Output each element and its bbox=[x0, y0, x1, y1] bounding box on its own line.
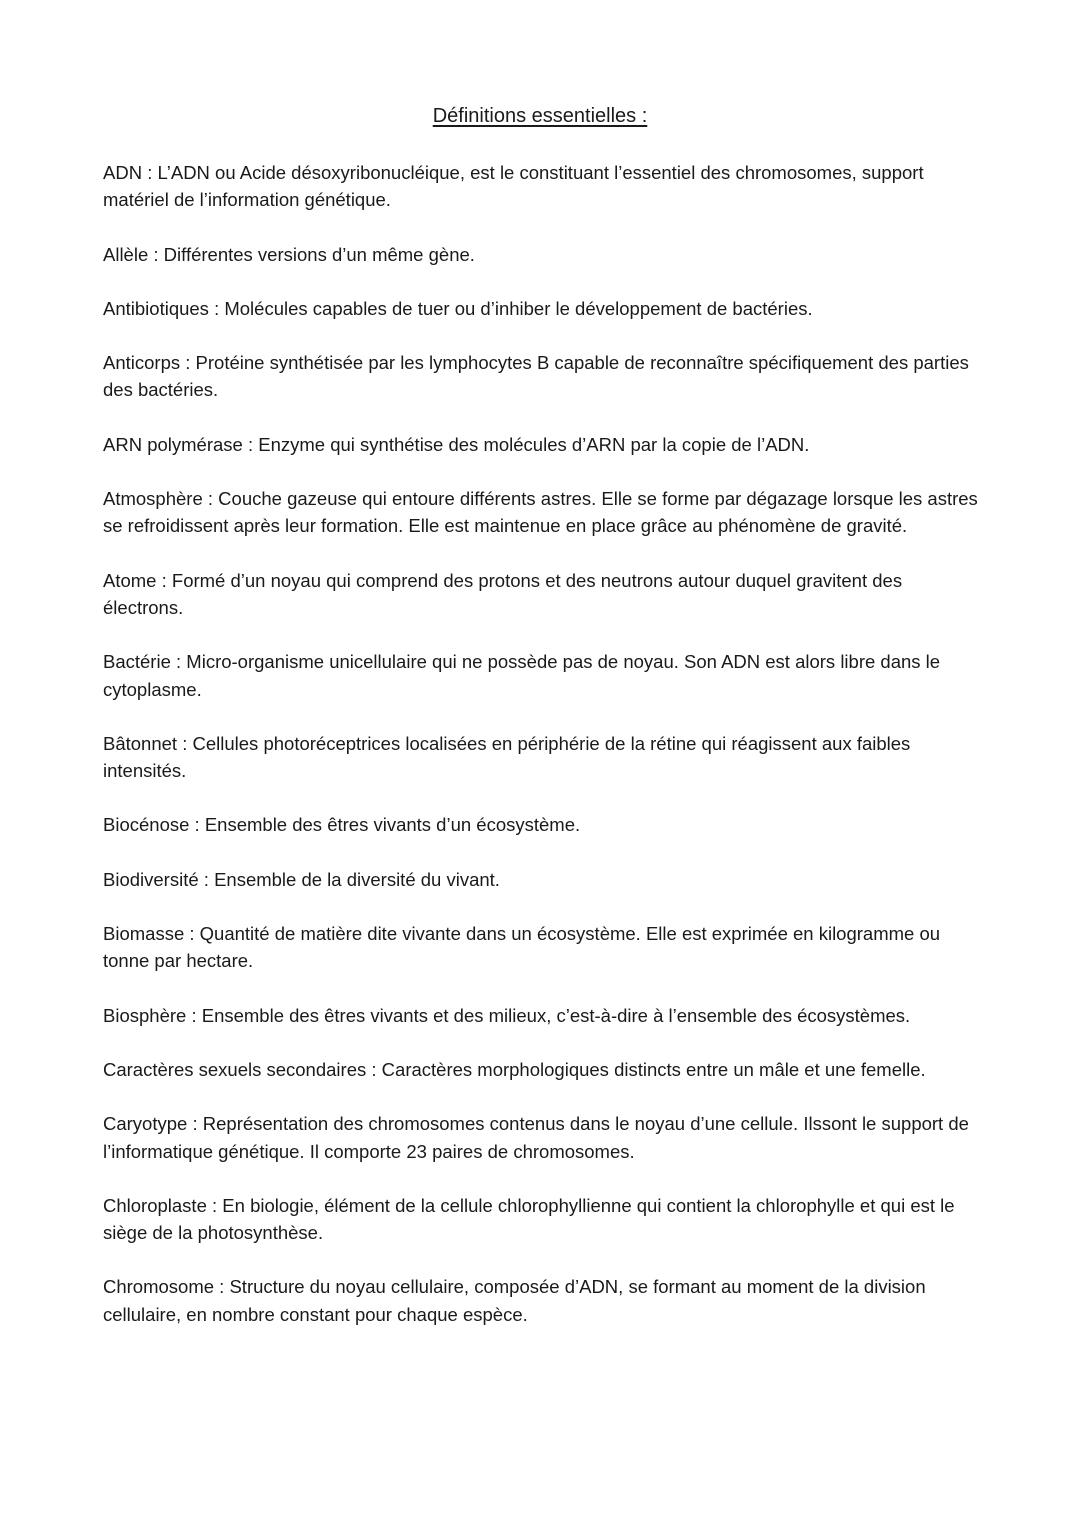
definition-text: Ensemble des êtres vivants et des milieux, c’est-à-dire à l’ensemble des écosystèmes. bbox=[201, 1004, 911, 1026]
definition-entry: ARN polymérase : Enzyme qui synthétise des molécules d’ARN par la copie de l’ADN. bbox=[103, 433, 810, 455]
definition-entry: Antibiotiques : Molécules capables de tuer ou d’inhiber le développement de bactéries. bbox=[103, 297, 813, 319]
definition-entry: Caryotype : Représentation des chromosomes contenus dans le noyau d’une cellule. Ilssont le support de l’informatique génétique. Il comporte 23 paires de chromosomes. bbox=[103, 1113, 969, 1162]
definition-term: Chromosome bbox=[103, 1276, 215, 1298]
definition-term: Bactérie bbox=[103, 651, 171, 673]
definition-entry: Anticorps : Protéine synthétisée par les lymphocytes B capable de reconnaître spécifiquement des parties des bactéries. bbox=[103, 352, 969, 401]
definition-text: Quantité de matière dite vivante dans un écosystème. Elle est exprimée en kilogramme ou tonne par hectare. bbox=[103, 923, 941, 972]
definition-text: Molécules capables de tuer ou d’inhiber le développement de bactéries. bbox=[224, 297, 813, 319]
definition-term: Biocénose bbox=[103, 814, 190, 836]
definition-text: Structure du noyau cellulaire, composée d’ADN, se formant au moment de la division cellulaire, en nombre constant pour chaque espèce. bbox=[103, 1276, 926, 1325]
definition-text: Représentation des chromosomes contenus dans le noyau d’une cellule. Ilssont le support de l’informatique génétique. Il comporte 23 paires de chromosomes. bbox=[103, 1113, 969, 1162]
definition-entry: Biomasse : Quantité de matière dite vivante dans un écosystème. Elle est exprimée en kilogramme ou tonne par hectare. bbox=[103, 923, 941, 972]
definition-text: Ensemble de la diversité du vivant. bbox=[214, 868, 500, 890]
definition-entry: Atmosphère : Couche gazeuse qui entoure différents astres. Elle se forme par dégazage lorsque les astres se refroidissent après leur formation. Elle est maintenue en place grâce au phénomène de gravité. bbox=[103, 488, 978, 537]
definition-term: Biodiversité bbox=[103, 868, 199, 890]
definition-entry: ADN : L’ADN ou Acide désoxyribonucléique, est le constituant l’essentiel des chromosomes, support matériel de l’information génétique. bbox=[103, 162, 924, 211]
definition-entry: Atome : Formé d’un noyau qui comprend des protons et des neutrons autour duquel gravitent des électrons. bbox=[103, 569, 903, 618]
definition-term: Anticorps bbox=[103, 352, 181, 374]
definition-term: Biosphère bbox=[103, 1004, 187, 1026]
definition-entry: Biodiversité : Ensemble de la diversité du vivant. bbox=[103, 868, 500, 890]
definition-entry: Chromosome : Structure du noyau cellulaire, composée d’ADN, se formant au moment de la division cellulaire, en nombre constant pour chaque espèce. bbox=[103, 1276, 926, 1325]
definition-text: Cellules photoréceptrices localisées en périphérie de la rétine qui réagissent aux faibles intensités. bbox=[103, 732, 911, 782]
definition-text: Couche gazeuse qui entoure différents astres. Elle se forme par dégazage lorsque les astres se refroidissent après leur formation. Elle est maintenue en place grâce au phénomène de gravité. bbox=[103, 488, 978, 537]
definition-text: En biologie, élément de la cellule chlorophyllienne qui contient la chlorophylle et qui est le siège de la photosynthèse. bbox=[103, 1194, 955, 1244]
definition-text: Caractères morphologiques distincts entre un mâle et une femelle. bbox=[381, 1058, 926, 1080]
definition-term: ARN polymérase bbox=[103, 433, 243, 455]
definition-text: Formé d’un noyau qui comprend des protons et des neutrons autour duquel gravitent des électrons. bbox=[103, 569, 903, 618]
definition-entry: Caractères sexuels secondaires : Caractères morphologiques distincts entre un mâle et une femelle. bbox=[103, 1058, 926, 1080]
definitions-list bbox=[103, 159, 983, 1355]
definition-term: Bâtonnet bbox=[103, 732, 178, 754]
page-title bbox=[0, 103, 1080, 130]
definition-text: Différentes versions d’un même gène. bbox=[163, 243, 475, 265]
definition-entry: Biocénose : Ensemble des êtres vivants d’un écosystème. bbox=[103, 814, 581, 836]
definition-entry: Chloroplaste : En biologie, élément de la cellule chlorophyllienne qui contient la chlorophylle et qui est le siège de la photosynthèse. bbox=[103, 1194, 955, 1244]
definition-term: Biomasse bbox=[103, 923, 185, 945]
definition-term: Atmosphère bbox=[103, 488, 203, 510]
definition-term: Caractères sexuels secondaires bbox=[103, 1058, 367, 1080]
definition-text: Micro-organisme unicellulaire qui ne possède pas de noyau. Son ADN est alors libre dans le cytoplasme. bbox=[103, 651, 941, 700]
page-title-text: Définitions essentielles : bbox=[432, 105, 648, 127]
definition-entry: Biosphère : Ensemble des êtres vivants et des milieux, c’est-à-dire à l’ensemble des écosystèmes. bbox=[103, 1004, 911, 1026]
definition-text: Protéine synthétisée par les lymphocytes B capable de reconnaître spécifiquement des parties des bactéries. bbox=[103, 352, 969, 401]
definition-term: ADN bbox=[103, 162, 143, 183]
definition-entry: Allèle : Différentes versions d’un même gène. bbox=[103, 243, 475, 265]
definition-text: Ensemble des êtres vivants d’un écosystème. bbox=[204, 814, 581, 836]
definition-term: Antibiotiques bbox=[103, 297, 209, 319]
definition-term: Atome bbox=[103, 569, 157, 591]
definition-entry: Bâtonnet : Cellules photoréceptrices localisées en périphérie de la rétine qui réagissent aux faibles intensités. bbox=[103, 732, 911, 782]
definition-entry: Bactérie : Micro-organisme unicellulaire qui ne possède pas de noyau. Son ADN est alors libre dans le cytoplasme. bbox=[103, 651, 941, 700]
definition-text: Enzyme qui synthétise des molécules d’ARN par la copie de l’ADN. bbox=[258, 433, 810, 455]
definition-term: Caryotype bbox=[103, 1113, 188, 1135]
definition-term: Chloroplaste bbox=[103, 1194, 207, 1216]
definition-term: Allèle bbox=[103, 243, 149, 265]
definition-text: L’ADN ou Acide désoxyribonucléique, est le constituant l’essentiel des chromosomes, support matériel de l’information génétique. bbox=[103, 162, 924, 211]
